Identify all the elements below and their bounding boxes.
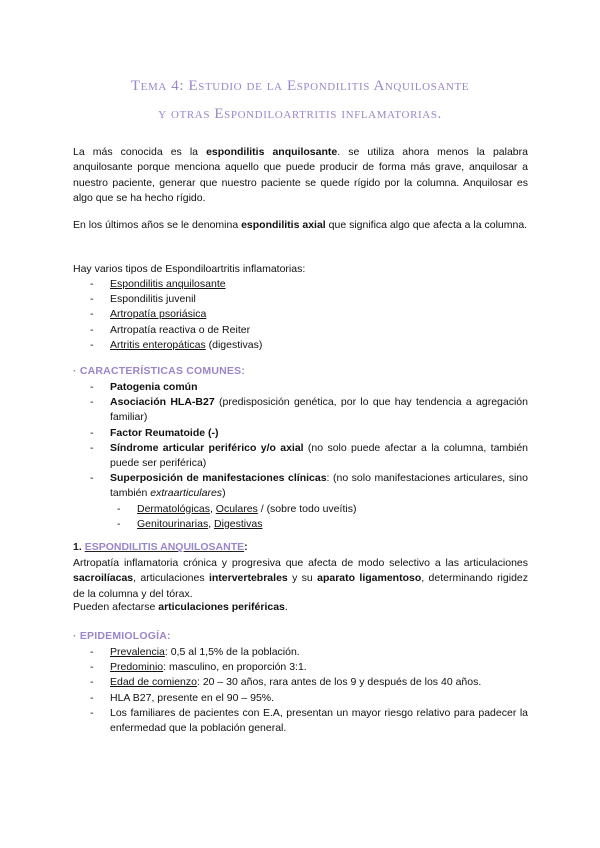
list-item: - Artritis enteropáticas (digestivas) [90,338,263,351]
types-list [73,277,528,353]
section-heading-caracteristicas: · CARACTERÍSTICAS COMUNES: [73,365,246,377]
list-item: - Patogenia común [90,381,198,393]
list-item: - Artropatía reactiva o de Reiter [90,323,251,336]
title-line-2: y otras Espondiloartritis inflamatorias. [158,106,442,122]
espondilitis-paragraph: Artropatía inflamatoria crónica y progresiva que afecta de modo selectivo a las articulaciones sacroilíacas, articulaciones intervertebrales y su aparato ligamentoso, determinando rigidez de la columna y del tórax. [73,557,528,600]
list-item: - Factor Reumatoide (-) [90,426,219,439]
list-item: - Espondilitis juvenil [90,293,196,306]
caracteristicas-list [73,380,528,532]
list-item: - Prevalencia: 0,5 al 1,5% de la población. [90,646,300,658]
sub-list-item: - Dermatológicas, Oculares / (sobre todo uveítis) [117,502,357,515]
list-item: - Asociación HLA-B27 (predisposición genética, por lo que hay tendencia a agregación familiar) [90,396,528,424]
list-item: - Predominio: masculino, en proporción 3:1. [90,661,307,674]
list-item: - Superposición de manifestaciones clínicas: (no solo manifestaciones articulares, sino también extraarticulares) [90,472,528,500]
espondilitis-paragraph-2: Pueden afectarse articulaciones periféricas. [73,601,288,613]
intro-paragraph-1: La más conocida es la espondilitis anquilosante. se utiliza ahora menos la palabra anquilosante porque menciona aquello que puede producir de forma más grave, anquilosar a nuestro paciente, generar que nuestro paciente se quede rígido por la columna. Anquilosar es algo que se ha hecho rígido. [73,146,528,204]
list-item: - Artropatía psoriásica [90,308,207,321]
list-item: - HLA B27, presente en el 90 – 95%. [90,691,275,704]
intro-paragraph-2: En los últimos años se le denomina espondilitis axial que significa algo que afecta a la columna. [73,219,528,231]
title-line-1: Tema 4: Estudio de la Espondilitis Anquilosante [130,78,470,94]
sub-list-item: - Genitourinarias, Digestivas [117,517,263,530]
list-item: - Espondilitis anquilosante [90,278,226,290]
list-item: - Síndrome articular periférico y/o axial (no solo puede afectar a la columna, también puede ser periférica) [90,441,529,470]
intro-paragraph-3: Hay varios tipos de Espondiloartritis inflamatorias: [73,263,306,275]
list-item: - Los familiares de pacientes con E.A, presentan un mayor riesgo relativo para padecer la enfermedad que la población general. [90,706,528,735]
list-item: - Edad de comienzo: 20 – 30 años, rara antes de los 9 y después de los 40 años. [90,676,482,689]
section-heading-epidemiologia: · EPIDEMIOLOGÍA: [73,630,171,642]
section-heading-espondilitis: 1. ESPONDILITIS ANQUILOSANTE: [73,541,248,553]
epidemiologia-list [73,645,528,736]
